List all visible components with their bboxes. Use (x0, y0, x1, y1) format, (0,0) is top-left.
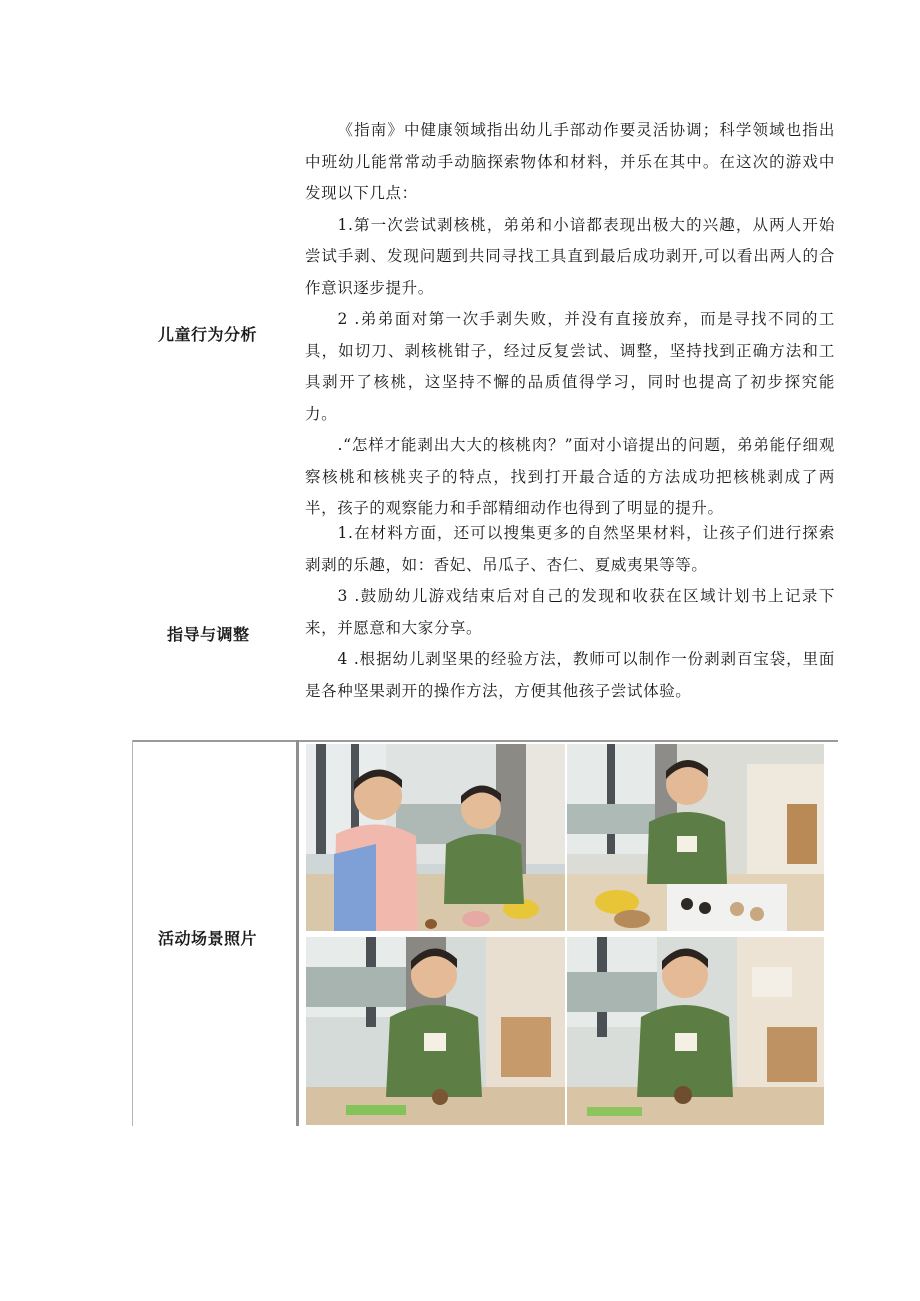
activity-photo (567, 744, 824, 931)
activity-photo (306, 937, 565, 1125)
behavior-analysis-text (305, 115, 835, 525)
behavior-paragraph: .“怎样才能剥出大大的核桃肉？”面对小谙提出的问题，弟弟能仔细观察核桃和核桃夹子的特点，找到打开最合适的方法成功把核桃剥成了两半，孩子的观察能力和手部精细动作也得到了明显的提升。 (305, 436, 835, 517)
table-left-border (132, 740, 133, 1126)
guidance-paragraph: 1.在材料方面，还可以搜集更多的自然坚果材料，让孩子们进行探索剥剥的乐趣，如：香妃、吊瓜子、杏仁、夏威夷果等等。 (305, 524, 835, 574)
behavior-analysis-label: 儿童行为分析 (158, 325, 258, 344)
guidance-label: 指导与调整 (167, 625, 250, 644)
table-column-divider (296, 740, 299, 1126)
activity-photo (567, 937, 824, 1125)
activity-photos-label: 活动场景照片 (158, 929, 258, 948)
guidance-paragraph: 4 .根据幼儿剥坚果的经验方法，教师可以制作一份剥剥百宝袋，里面是各种坚果剥开的操作方法，方便其他孩子尝试体验。 (305, 650, 835, 700)
guidance-text (305, 518, 835, 707)
table-top-border (132, 740, 838, 742)
behavior-paragraph: 1.第一次尝试剥核桃，弟弟和小谙都表现出极大的兴趣，从两人开始尝试手剥、发现问题到共同寻找工具直到最后成功剥开,可以看出两人的合作意识逐步提升。 (305, 215, 835, 297)
activity-photo (306, 744, 565, 931)
behavior-paragraph: 2 .弟弟面对第一次手剥失败，并没有直接放弃，而是寻找不同的工具，如切刀、剥核桃钳子，经过反复尝试、调整，坚持找到正确方法和工具剥开了核桃，这坚持不懈的品质值得学习，同时也提高了初步探究能力。 (305, 310, 835, 423)
behavior-paragraph: 《指南》中健康领域指出幼儿手部动作要灵活协调；科学领域也指出中班幼儿能常常动手动脑探索物体和材料，并乐在其中。在这次的游戏中发现以下几点： (305, 121, 835, 202)
guidance-paragraph: 3 .鼓励幼儿游戏结束后对自己的发现和收获在区域计划书上记录下来，并愿意和大家分享。 (305, 587, 835, 637)
